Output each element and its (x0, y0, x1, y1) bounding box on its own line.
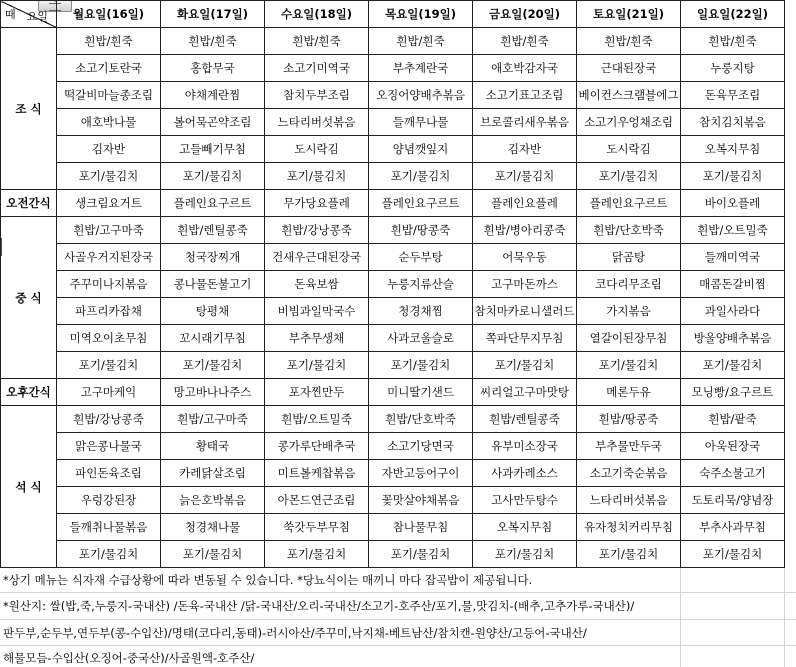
menu-cell: 흰밥/흰죽 (473, 28, 577, 55)
menu-cell: 코다리무조림 (577, 271, 681, 298)
afternoon-snack-label: 오후간식 (1, 379, 57, 406)
menu-cell: 카레닭살조림 (161, 460, 265, 487)
day-header: 금요일(20일) (473, 1, 577, 28)
menu-cell: 청국장찌개 (161, 244, 265, 271)
breakfast-row (1, 28, 785, 55)
menu-cell: 흰밥/흰죽 (577, 28, 681, 55)
menu-cell: 흰밥/흰죽 (57, 28, 161, 55)
menu-cell: 포기/물김치 (473, 541, 577, 568)
sheet-gridline (0, 619, 796, 620)
menu-cell: 미니딸기샌드 (369, 379, 473, 406)
menu-cell: 흰밥/병아리콩죽 (473, 217, 577, 244)
menu-cell: 베이컨스크램블에그 (577, 82, 681, 109)
day-header: 수요일(18일) (265, 1, 369, 28)
menu-cell: 흰밥/강낭콩죽 (265, 217, 369, 244)
menu-cell: 흰밥/오트밀죽 (265, 406, 369, 433)
menu-cell: 어묵우동 (473, 244, 577, 271)
menu-cell: 김자반 (57, 136, 161, 163)
lunch-row (1, 325, 785, 352)
menu-cell: 김자반 (473, 136, 577, 163)
corner-day-label: 요일 (26, 10, 48, 23)
breakfast-row (1, 82, 785, 109)
menu-cell: 탕평채 (161, 298, 265, 325)
menu-cell: 자반고등어구이 (369, 460, 473, 487)
menu-cell: 플레인요구르트 (161, 190, 265, 217)
origin-note-line: *원산지: 쌀(밥,죽,누룽지-국내산) /돈육-국내산 /닭-국내산/오리-국내산/소고기-호주산/포기,물,맛김치-(배추,고추가루-국내산)/ (3, 599, 635, 613)
origin-note-line: 판두부,순두부,연두부(콩-수입산)/명태(코다리,동태)-러시아산/주꾸미,낙지채-베트남산/참치캔-원양산/고등어-국내산/ (3, 626, 587, 640)
menu-cell: 포기/물김치 (681, 541, 785, 568)
menu-cell: 포기/물김치 (161, 352, 265, 379)
menu-cell: 오징어양배추볶음 (369, 82, 473, 109)
menu-cell: 흰밥/렌틸콩죽 (161, 217, 265, 244)
menu-cell: 고사만두탕수 (473, 487, 577, 514)
lunch-row (1, 271, 785, 298)
corner-header (1, 1, 57, 28)
menu-cell: 파인돈육조림 (57, 460, 161, 487)
menu-cell: 오복지무침 (681, 136, 785, 163)
dinner-row (1, 433, 785, 460)
menu-cell: 건새우근대된장국 (265, 244, 369, 271)
menu-cell: 포기/물김치 (369, 163, 473, 190)
menu-cell: 포기/물김치 (577, 541, 681, 568)
menu-cell: 매콤돈갈비찜 (681, 271, 785, 298)
menu-cell: 느타리버섯볶음 (265, 109, 369, 136)
menu-cell: 흰밥/강낭콩죽 (57, 406, 161, 433)
menu-cell: 소고기미역국 (265, 55, 369, 82)
menu-cell: 꼬시래기무침 (161, 325, 265, 352)
breakfast-row (1, 55, 785, 82)
afternoon-snack-row (1, 379, 785, 406)
menu-cell: 사과코울슬로 (369, 325, 473, 352)
menu-cell: 우렁강된장 (57, 487, 161, 514)
menu-cell: 흰밥/땅콩죽 (577, 406, 681, 433)
menu-cell: 유자청치커리무침 (577, 514, 681, 541)
day-header: 목요일(19일) (369, 1, 473, 28)
origin-note-line: 해물모듬-수입산(오징어-중국산)/사골원액-호주산/ (3, 651, 255, 665)
menu-cell: 콩가루단배추국 (265, 433, 369, 460)
menu-cell: 참치두부조림 (265, 82, 369, 109)
breakfast-row (1, 163, 785, 190)
menu-cell: 청경채찜 (369, 298, 473, 325)
menu-cell: 꽃맛살야채볶음 (369, 487, 473, 514)
menu-cell: 참나물무침 (369, 514, 473, 541)
menu-cell: 참치김치볶음 (681, 109, 785, 136)
menu-cell: 순두부탕 (369, 244, 473, 271)
menu-cell: 소고기토란국 (57, 55, 161, 82)
day-header: 월요일(16일) (57, 1, 161, 28)
menu-cell: 떡갈비마늘종조림 (57, 82, 161, 109)
dinner-row (1, 406, 785, 433)
menu-cell: 오복지무침 (473, 514, 577, 541)
sheet-gridline (0, 592, 796, 593)
menu-cell: 부추계란국 (369, 55, 473, 82)
menu-cell: 포기/물김치 (473, 352, 577, 379)
menu-cell: 플레인요플레 (473, 190, 577, 217)
menu-cell: 씨리얼고구마맛탕 (473, 379, 577, 406)
lunch-row (1, 217, 785, 244)
menu-cell: 쑥갓두부무침 (265, 514, 369, 541)
menu-cell: 들깨무나물 (369, 109, 473, 136)
menu-cell: 주꾸미나지볶음 (57, 271, 161, 298)
menu-cell: 부추사과무침 (681, 514, 785, 541)
lunch-row (1, 352, 785, 379)
dinner-row (1, 541, 785, 568)
menu-cell: 흰밥/고구마죽 (57, 217, 161, 244)
menu-cell: 사과카레소스 (473, 460, 577, 487)
day-header: 토요일(21일) (577, 1, 681, 28)
menu-cell: 포기/물김치 (681, 163, 785, 190)
menu-cell: 소고기죽순볶음 (577, 460, 681, 487)
menu-cell: 생크림요거트 (57, 190, 161, 217)
menu-cell: 흰밥/흰죽 (265, 28, 369, 55)
menu-cell: 고들빼기무침 (161, 136, 265, 163)
menu-cell: 쪽파단무지무침 (473, 325, 577, 352)
menu-cell: 포기/물김치 (681, 352, 785, 379)
dinner-row (1, 514, 785, 541)
menu-cell: 돈육보쌈 (265, 271, 369, 298)
menu-cell: 느타리버섯볶음 (577, 487, 681, 514)
breakfast-row (1, 136, 785, 163)
dinner-row (1, 460, 785, 487)
menu-cell: 맑은콩나물국 (57, 433, 161, 460)
menu-cell: 메론두유 (577, 379, 681, 406)
menu-cell: 사골우거지된장국 (57, 244, 161, 271)
morning-snack-label: 오전간식 (1, 190, 57, 217)
menu-cell: 가지볶음 (577, 298, 681, 325)
menu-cell: 흰밥/흰죽 (161, 28, 265, 55)
menu-cell: 포기/물김치 (161, 541, 265, 568)
menu-cell: 참치마카로니샐러드 (473, 298, 577, 325)
menu-cell: 돈육무조림 (681, 82, 785, 109)
menu-cell: 포자찐만두 (265, 379, 369, 406)
morning-snack-row (1, 190, 785, 217)
menu-cell: 방울양배추볶음 (681, 325, 785, 352)
menu-cell: 콩나물돈불고기 (161, 271, 265, 298)
menu-cell: 소고기우엉채조림 (577, 109, 681, 136)
menu-cell: 소고기표고조림 (473, 82, 577, 109)
sheet-gridline (0, 645, 796, 646)
menu-cell: 양념깻잎지 (369, 136, 473, 163)
menu-cell: 야채계란찜 (161, 82, 265, 109)
menu-cell: 청경채나물 (161, 514, 265, 541)
menu-cell: 포기/물김치 (57, 541, 161, 568)
menu-cell: 흰밥/단호박죽 (369, 406, 473, 433)
sheet-gridline (784, 568, 785, 667)
lunch-row (1, 244, 785, 271)
menu-cell: 포기/물김치 (577, 352, 681, 379)
dinner-row (1, 487, 785, 514)
menu-cell: 포기/물김치 (265, 541, 369, 568)
sheet-gridline (680, 568, 681, 667)
breakfast-row (1, 109, 785, 136)
menu-cell: 바이오플레 (681, 190, 785, 217)
menu-cell: 포기/물김치 (369, 352, 473, 379)
menu-cell: 포기/물김치 (265, 163, 369, 190)
menu-cell: 흰밥/단호박죽 (577, 217, 681, 244)
lunch-label: 중 식 (1, 217, 57, 379)
menu-cell: 흰밥/땅콩죽 (369, 217, 473, 244)
menu-cell: 들깨미역국 (681, 244, 785, 271)
menu-cell: 근대된장국 (577, 55, 681, 82)
menu-cell: 포기/물김치 (57, 352, 161, 379)
menu-cell: 플레인요구르트 (369, 190, 473, 217)
menu-cell: 황태국 (161, 433, 265, 460)
menu-cell: 누룽지류산슬 (369, 271, 473, 298)
breakfast-label: 조 식 (1, 28, 57, 190)
menu-cell: 들깨취나물볶음 (57, 514, 161, 541)
menu-cell: 파프리카잡채 (57, 298, 161, 325)
menu-cell: 닭곰탕 (577, 244, 681, 271)
menu-cell: 포기/물김치 (473, 163, 577, 190)
menu-cell: 흰밥/고구마죽 (161, 406, 265, 433)
menu-cell: 포기/물김치 (369, 541, 473, 568)
menu-cell: 흰밥/흰죽 (681, 28, 785, 55)
menu-cell: 포기/물김치 (577, 163, 681, 190)
menu-cell: 도시락김 (265, 136, 369, 163)
menu-cell: 망고바나나주스 (161, 379, 265, 406)
menu-cell: 흰밥/흰죽 (369, 28, 473, 55)
menu-cell: 플레인요구르트 (577, 190, 681, 217)
menu-cell: 비빔과일막국수 (265, 298, 369, 325)
lunch-row (1, 298, 785, 325)
menu-cell: 흰밥/오트밀죽 (681, 217, 785, 244)
menu-cell: 도시락김 (577, 136, 681, 163)
menu-cell: 홍합무국 (161, 55, 265, 82)
menu-cell: 아욱된장국 (681, 433, 785, 460)
menu-cell: 흰밥/렌틸콩죽 (473, 406, 577, 433)
menu-cell: 애호박감자국 (473, 55, 577, 82)
menu-cell: 포기/물김치 (161, 163, 265, 190)
menu-cell: 미역오이초무침 (57, 325, 161, 352)
menu-cell: 흰밥/팥죽 (681, 406, 785, 433)
menu-cell: 늙은호박볶음 (161, 487, 265, 514)
menu-cell: 누룽지탕 (681, 55, 785, 82)
menu-cell: 과일사라다 (681, 298, 785, 325)
menu-cell: 고구마돈까스 (473, 271, 577, 298)
note-line: *상기 메뉴는 식자재 수급상황에 따라 변동될 수 있습니다. *당뇨식이는 매끼니 마다 잡곡밥이 제공됩니다. (3, 573, 533, 587)
menu-cell: 부추물만두국 (577, 433, 681, 460)
menu-cell: 숙주소불고기 (681, 460, 785, 487)
header-row (1, 1, 785, 28)
menu-cell: 아몬드연근조림 (265, 487, 369, 514)
menu-cell: 열갈이된장무침 (577, 325, 681, 352)
day-header: 화요일(17일) (161, 1, 265, 28)
corner-meal-label: 때 (5, 8, 16, 21)
menu-cell: 유부미소장국 (473, 433, 577, 460)
dinner-label: 석 식 (1, 406, 57, 568)
menu-cell: 포기/물김치 (265, 352, 369, 379)
menu-cell: 소고기당면국 (369, 433, 473, 460)
menu-cell: 볼어묵곤약조림 (161, 109, 265, 136)
day-header: 일요일(22일) (681, 1, 785, 28)
menu-cell: 포기/물김치 (57, 163, 161, 190)
menu-cell: 브로콜리새우볶음 (473, 109, 577, 136)
menu-cell: 부추무생채 (265, 325, 369, 352)
menu-cell: 도토리묵/양념장 (681, 487, 785, 514)
menu-cell: 고구마케익 (57, 379, 161, 406)
menu-cell: 무가당요플레 (265, 190, 369, 217)
menu-cell: 애호박나물 (57, 109, 161, 136)
menu-cell: 모닝빵/요구르트 (681, 379, 785, 406)
menu-cell: 미트볼케찹볶음 (265, 460, 369, 487)
